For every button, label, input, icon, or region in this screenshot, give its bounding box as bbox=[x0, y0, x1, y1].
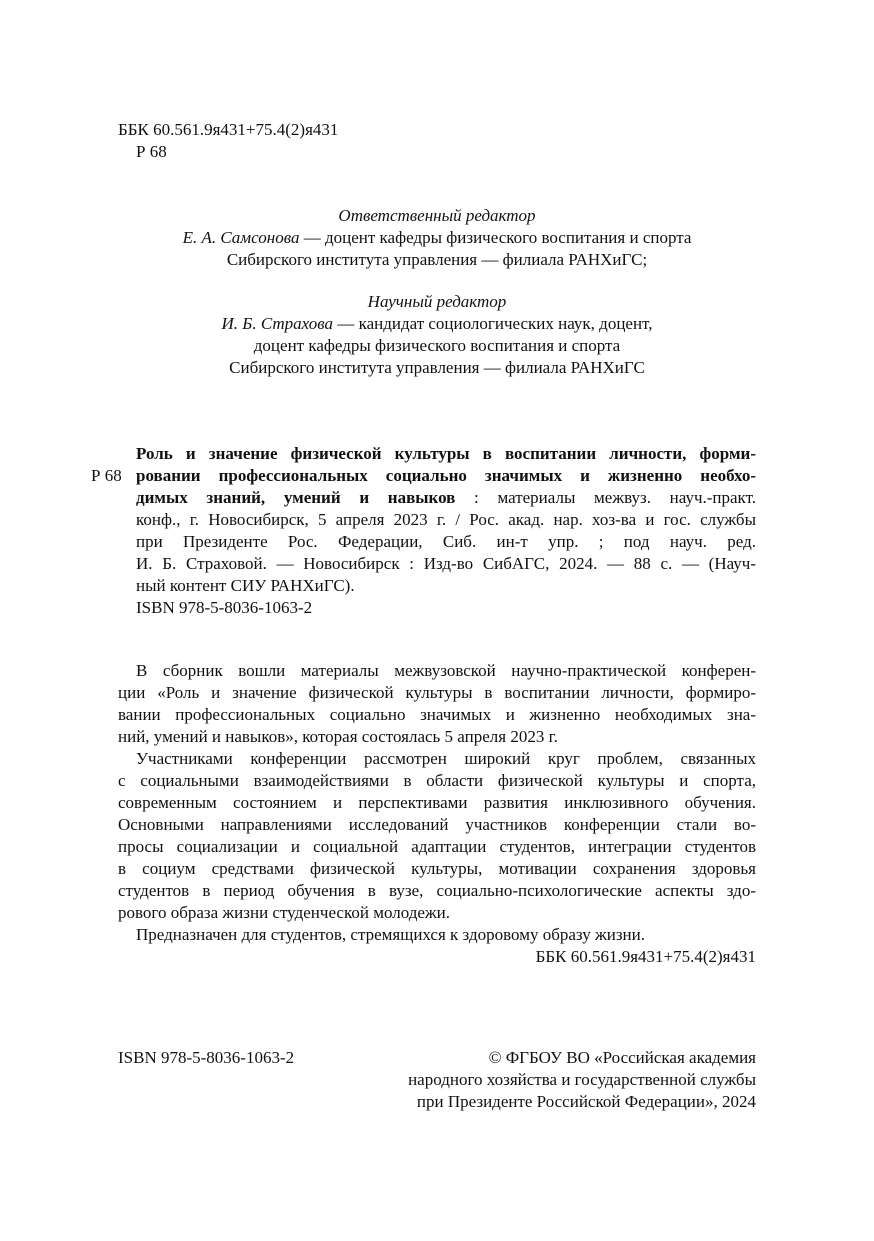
abstract-bbk: ББК 60.561.9я431+75.4(2)я431 bbox=[535, 947, 756, 966]
abstract-p2-line3: современным состоянием и перспективами развития инклюзивного обучения. bbox=[118, 793, 756, 812]
record-line4: конф., г. Новосибирск, 5 апреля 2023 г. / Рос. акад. нар. хоз-ва и гос. службы bbox=[136, 510, 756, 529]
copyright-line1: © ФГБОУ ВО «Российская академия bbox=[488, 1048, 756, 1067]
record-title-line1: Роль и значение физической культуры в воспитании личности, форми- bbox=[136, 444, 756, 463]
abstract-p1-line3: вании профессиональных социально значимых и жизненно необходимых зна- bbox=[118, 705, 756, 724]
record-line5: при Президенте Рос. Федерации, Сиб. ин-т упр. ; под науч. ред. bbox=[136, 532, 756, 551]
scientific-editor-block bbox=[118, 291, 756, 379]
copyright-line2: народного хозяйства и государственной службы bbox=[408, 1070, 756, 1089]
bbk-index: ББК 60.561.9я431+75.4(2)я431 bbox=[118, 120, 339, 139]
record-title-line3 bbox=[136, 487, 756, 509]
scientific-editor-position: — кандидат социологических наук, доцент, bbox=[333, 314, 653, 333]
scientific-editor-label: Научный редактор bbox=[367, 292, 507, 311]
responsible-editor-label: Ответственный редактор bbox=[338, 206, 536, 225]
author-mark: Р 68 bbox=[136, 142, 167, 161]
abstract-p2-line1: Участниками конференции рассмотрен широкий круг проблем, связанных bbox=[136, 749, 756, 768]
record-title-line2: ровании профессиональных социально значимых и жизненно необхо- bbox=[136, 466, 756, 485]
abstract-p3: Предназначен для студентов, стремящихся к здоровому образу жизни. bbox=[136, 925, 646, 944]
record-isbn: ISBN 978-5-8036-1063-2 bbox=[136, 598, 313, 617]
footer-isbn: ISBN 978-5-8036-1063-2 bbox=[118, 1048, 295, 1067]
responsible-editor-position: — доцент кафедры физического воспитания и спорта bbox=[299, 228, 692, 247]
abstract-p1-line4: ний, умений и навыков», которая состоялась 5 апреля 2023 г. bbox=[118, 727, 558, 746]
abstract-p2-line4: Основными направлениями исследований участников конференции стали во- bbox=[118, 815, 756, 834]
record-title-end: димых знаний, умений и навыков bbox=[136, 488, 456, 507]
scientific-editor-line1 bbox=[118, 313, 756, 335]
record-line7: ный контент СИУ РАНХиГС). bbox=[136, 576, 355, 595]
abstract-p2-line7: студентов в период обучения в вузе, социально-психологические аспекты здо- bbox=[118, 881, 756, 900]
scientific-editor-line3: Сибирского института управления — филиала РАНХиГС bbox=[229, 358, 645, 377]
bibliographic-code: Р 68 bbox=[91, 466, 122, 485]
copyright-line3: при Президенте Российской Федерации», 2024 bbox=[416, 1092, 756, 1111]
abstract-p2-line2: с социальными взаимодействиями в области физической культуры и спорта, bbox=[118, 771, 756, 790]
record-subtitle: : материалы межвуз. науч.-практ. bbox=[455, 488, 756, 507]
scientific-editor-line2: доцент кафедры физического воспитания и спорта bbox=[253, 336, 621, 355]
abstract-p1-line2: ции «Роль и значение физической культуры в воспитании личности, формиро- bbox=[118, 683, 756, 702]
responsible-editor-name: Е. А. Самсонова bbox=[182, 228, 300, 247]
responsible-editor-line2: Сибирского института управления — филиала РАНХиГС; bbox=[226, 250, 648, 269]
scientific-editor-name: И. Б. Страхова bbox=[221, 314, 334, 333]
editors-block bbox=[118, 205, 756, 271]
abstract-p2-line8: рового образа жизни студенческой молодежи. bbox=[118, 903, 451, 922]
abstract-p1-line1: В сборник вошли материалы межвузовской научно-практической конферен- bbox=[136, 661, 756, 680]
record-line6: И. Б. Страховой. — Новосибирск : Изд-во СибАГС, 2024. — 88 с. — (Науч- bbox=[136, 554, 756, 573]
abstract-p2-line5: просы социализации и социальной адаптации студентов, интеграции студентов bbox=[118, 837, 756, 856]
abstract-p2-line6: в социум средствами физической культуры, мотивации сохранения здоровья bbox=[118, 859, 756, 878]
responsible-editor-line1 bbox=[118, 227, 756, 249]
